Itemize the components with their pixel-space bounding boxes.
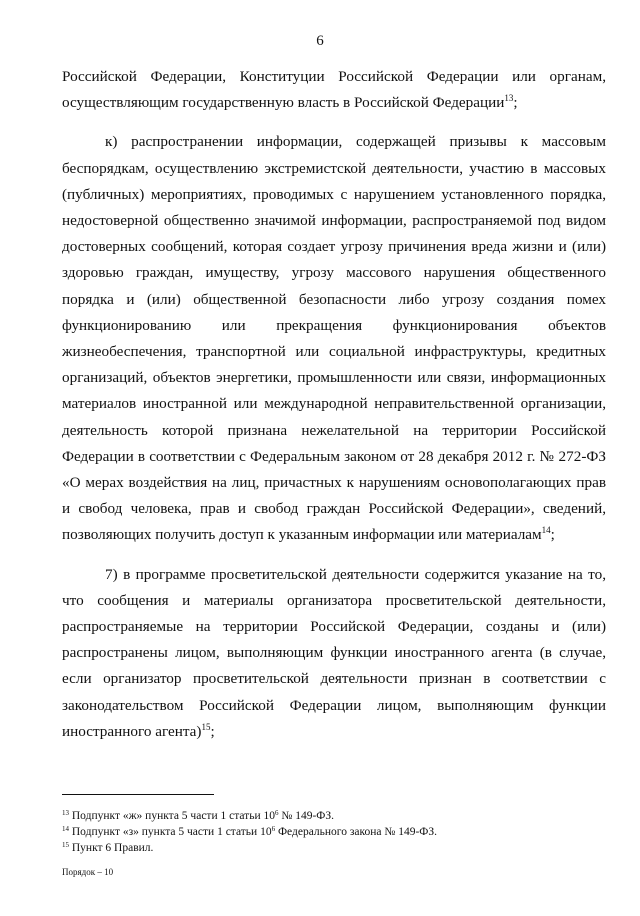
- paragraph-tail: ;: [550, 526, 555, 544]
- paragraph-continuation: [62, 64, 606, 116]
- paragraph-item-7: [62, 562, 606, 745]
- footnote-superscript: 6: [271, 825, 276, 833]
- footnote-text-end: № 149-ФЗ.: [278, 810, 335, 822]
- paragraph-text: 7) в программе просветительской деятельности содержится указание на то, что сообщения и материалы организатора просветительской деятельности, распространяемые на территории Российской Федерации, созданы и (или) распространены лицом, выполняющим функции иностранного агента (в случае, если организатор просветительской деятельности признан в соответствии с законодательством Российской Федерации лицом, выполняющим функции иностранного агента): [62, 565, 606, 740]
- footnote-superscript: 6: [274, 809, 279, 817]
- footnote-reference: 13: [504, 93, 514, 104]
- footnote-14: [62, 824, 606, 840]
- footnote-text: Пункт 6 Правил.: [71, 842, 154, 854]
- footnote-number: 14: [62, 825, 69, 833]
- footnote-separator: [62, 794, 214, 795]
- page-number: 6: [316, 33, 324, 49]
- paragraph-item-k: [62, 129, 606, 548]
- footnote-number: 15: [62, 841, 69, 849]
- paragraph-text: Российской Федерации, Конституции Российской Федерации или органам, осуществляющим государственную власть в Российской Федерации: [62, 68, 606, 112]
- footer-label: Порядок – 10: [62, 867, 114, 877]
- footnote-number: 13: [62, 809, 69, 817]
- footnote-text: Подпункт «з» пункта 5 части 1 статьи 10: [71, 826, 272, 838]
- footnote-15: [62, 840, 606, 856]
- document-body: [62, 64, 606, 745]
- paragraph-tail: ;: [210, 722, 215, 740]
- footnotes: [62, 808, 606, 856]
- footnote-text-end: Федерального закона № 149-ФЗ.: [275, 826, 438, 838]
- footnote-13: [62, 808, 606, 824]
- footnote-reference: 15: [201, 721, 211, 732]
- footnote-text: Подпункт «ж» пункта 5 части 1 статьи 10: [71, 810, 275, 822]
- footnote-reference: 14: [541, 525, 551, 536]
- paragraph-text: к) распространении информации, содержащей призывы к массовым беспорядкам, осуществлению экстремистской деятельности, участию в массовых (публичных) мероприятиях, проводимых с нарушением установленного порядка, недостоверной общественно значимой информации, распространяемой под видом достоверных сообщений, которая создает угрозу причинения вреда жизни и (или) здоровью граждан, имуществу, угрозу массового нарушения общественного порядка и (или) общественной безопасности либо угрозу создания помех функционированию или прекращения функционирования объектов жизнеобеспечения, транспортной или социальной инфраструктуры, кредитных организаций, объектов энергетики, промышленности или связи, информационных материалов иностранной или международной неправительственной организации, деятельность которой признана нежелательной на территории Российской Федерации в соответствии с Федеральным законом от 28 декабря 2012 г. № 272-ФЗ «О мерах воздействия на лиц, причастных к нарушениям основополагающих прав и свобод человека, прав и свобод граждан Российской Федерации», сведений, позволяющих получить доступ к указанным информации или материалам: [62, 133, 606, 544]
- paragraph-tail: ;: [513, 94, 518, 112]
